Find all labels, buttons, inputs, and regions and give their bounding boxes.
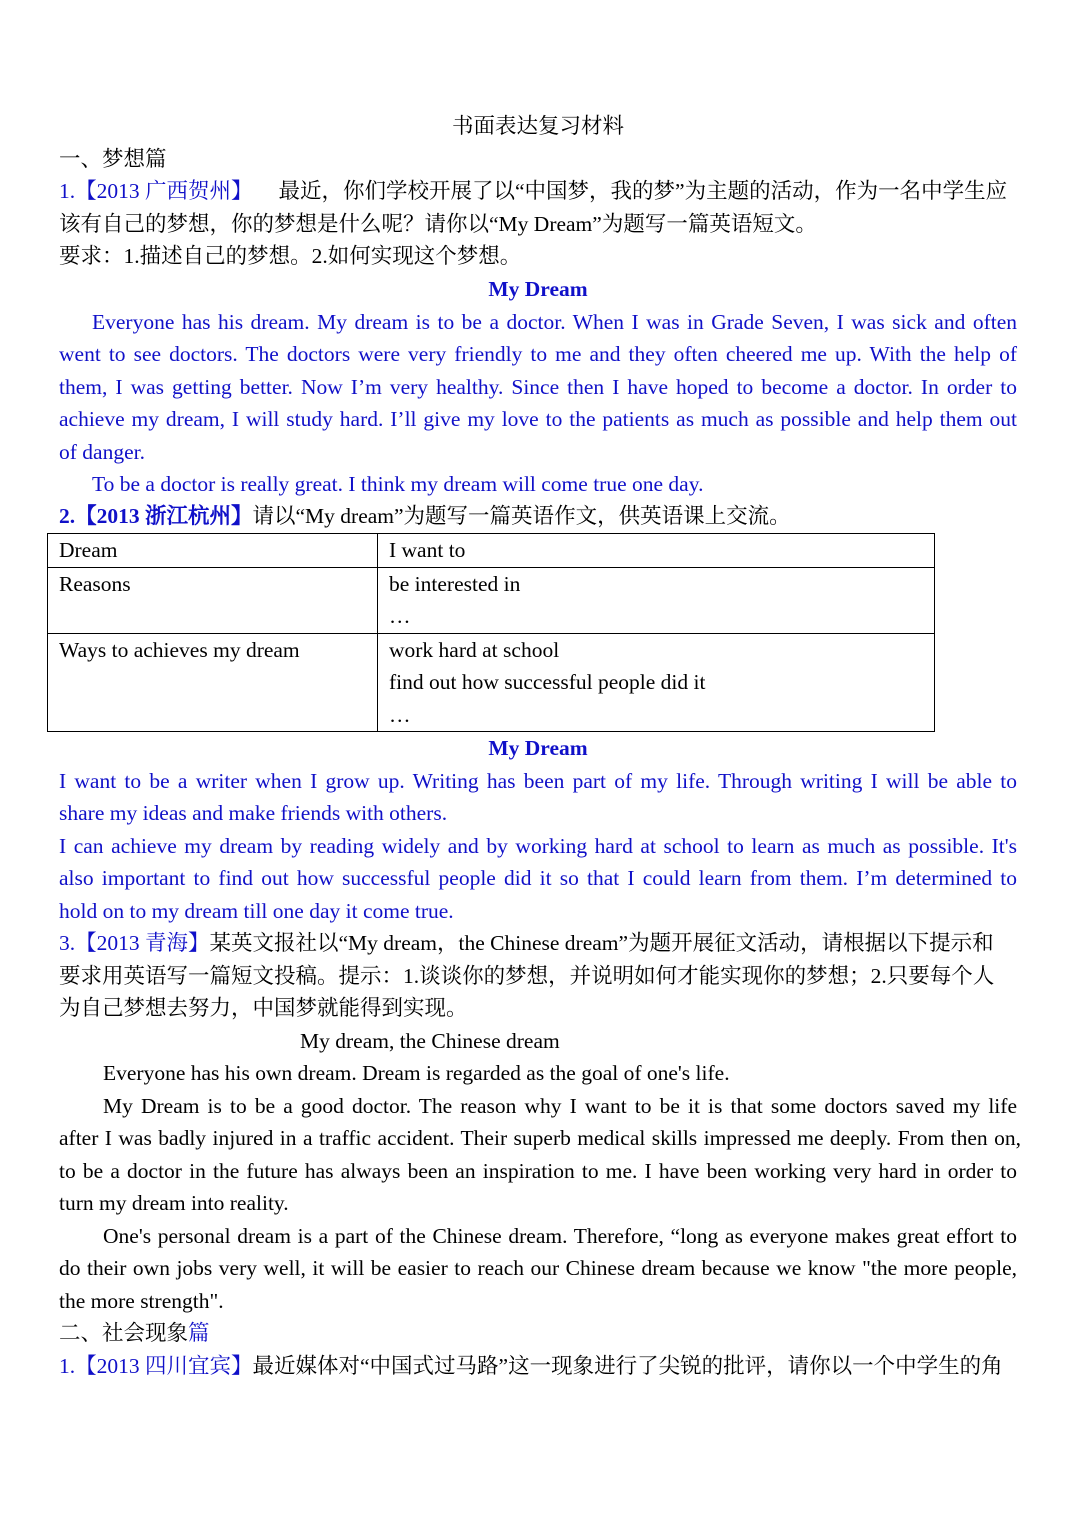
essay-1-line: of danger. [59, 440, 145, 464]
table-row [48, 534, 935, 568]
table-cell-label: Reasons [48, 567, 378, 633]
question-3-line-3: 为自己梦想去努力，中国梦就能得到实现。 [59, 996, 468, 1020]
essay-1-title: My Dream [488, 277, 588, 301]
essay-2-line: share my ideas and make friends with others. [59, 801, 448, 825]
essay-3-line: do their own jobs very well, it will be easier to reach our Chinese dream because we know "the more people, [59, 1256, 1017, 1280]
question-2-tag: 2.【2013 浙江杭州】 [59, 504, 253, 528]
question-1-text: 最近，你们学校开展了以“中国梦，我的梦”为主题的活动，作为一名中学生应 [278, 179, 1008, 203]
table-cell-value: work hard at school find out how successful people did it … [378, 633, 935, 732]
essay-3-line: to be a doctor in the future has always been an inspiration to me. I have been working very hard in order to [59, 1159, 1017, 1183]
table-row [48, 567, 935, 633]
essay-3-line: the more strength". [59, 1289, 224, 1313]
question-1-requirement: 要求：1.描述自己的梦想。2.如何实现这个梦想。 [59, 244, 522, 268]
question-1-line-2: 该有自己的梦想，你的梦想是什么呢？请你以“My Dream”为题写一篇英语短文。 [59, 212, 817, 236]
question-1-line-1 [59, 175, 1017, 208]
section-heading-part: 篇 [188, 1321, 210, 1345]
question-2-line [59, 500, 1017, 533]
essay-2-line: hold on to my dream till one day it come true. [59, 899, 454, 923]
document-title: 书面表达复习材料 [451, 114, 624, 138]
essay-3-line: turn my dream into reality. [59, 1191, 289, 1215]
question-3-tag: 3.【2013 青海】 [59, 931, 210, 955]
essay-1-line: To be a doctor is really great. I think my dream will come true one day. [92, 472, 704, 496]
section-heading-dream: 一、梦想篇 [59, 147, 167, 171]
question-1-tag: 1.【2013 广西贺州】 [59, 179, 253, 203]
essay-3-line: after I was badly injured in a traffic accident. Their superb medical skills impressed me deeply. From then on, [59, 1126, 1021, 1150]
essay-2-title: My Dream [488, 736, 588, 760]
section-heading-part: 二、社会现象 [59, 1321, 189, 1345]
essay-2-line: also important to find out how successful people did it so that I could learn from them. I’m determined to [59, 866, 1017, 890]
question-3-line-2: 要求用英语写一篇短文投稿。提示：1.谈谈你的梦想，并说明如何才能实现你的梦想；2.只要每个人 [59, 964, 995, 988]
question-2-text: 请以“My dream”为题写一篇英语作文，供英语课上交流。 [252, 504, 791, 528]
essay-3-line: One's personal dream is a part of the Chinese dream. Therefore, “long as everyone makes great effort to [103, 1224, 1017, 1248]
essay-1-line: Everyone has his dream. My dream is to be a doctor. When I was in Grade Seven, I was sick and often [92, 310, 1017, 334]
essay-3-line: My Dream is to be a good doctor. The reason why I want to be it is that some doctors saved my life [103, 1094, 1017, 1118]
essay-1-line: achieve my dream, I will study hard. I’ll give my love to the patients as much as possible and help them out [59, 407, 1017, 431]
essay-1-line: went to see doctors. The doctors were very friendly to me and they often cheered me up. With the help of [59, 342, 1017, 366]
question-3-text: 某英文报社以“My dream，the Chinese dream”为题开展征文活动，请根据以下提示和 [209, 931, 994, 955]
section-heading-social [59, 1317, 1017, 1350]
table-cell-value: I want to [378, 534, 935, 568]
question-4-tag: 1.【2013 四川宜宾】 [59, 1354, 253, 1378]
table-row [48, 633, 935, 732]
essay-2-line: I want to be a writer when I grow up. Writing has been part of my life. Through writing I will be able to [59, 769, 1017, 793]
dream-outline-table [47, 533, 935, 732]
essay-1-line: them, I was getting better. Now I’m very healthy. Since then I have hoped to become a doctor. In order to [59, 375, 1017, 399]
table-cell-label: Ways to achieves my dream [48, 633, 378, 732]
question-3-line-1 [59, 927, 1017, 960]
essay-2-line: I can achieve my dream by reading widely and by working hard at school to learn as much as possible. It's [59, 834, 1017, 858]
essay-3-title: My dream, the Chinese dream [300, 1029, 560, 1053]
essay-3-line: Everyone has his own dream. Dream is regarded as the goal of one's life. [103, 1061, 730, 1085]
table-cell-label: Dream [48, 534, 378, 568]
question-4-text: 最近媒体对“中国式过马路”这一现象进行了尖锐的批评，请你以一个中学生的角 [252, 1354, 1003, 1378]
table-cell-value: be interested in … [378, 567, 935, 633]
question-4-line [59, 1350, 1017, 1383]
